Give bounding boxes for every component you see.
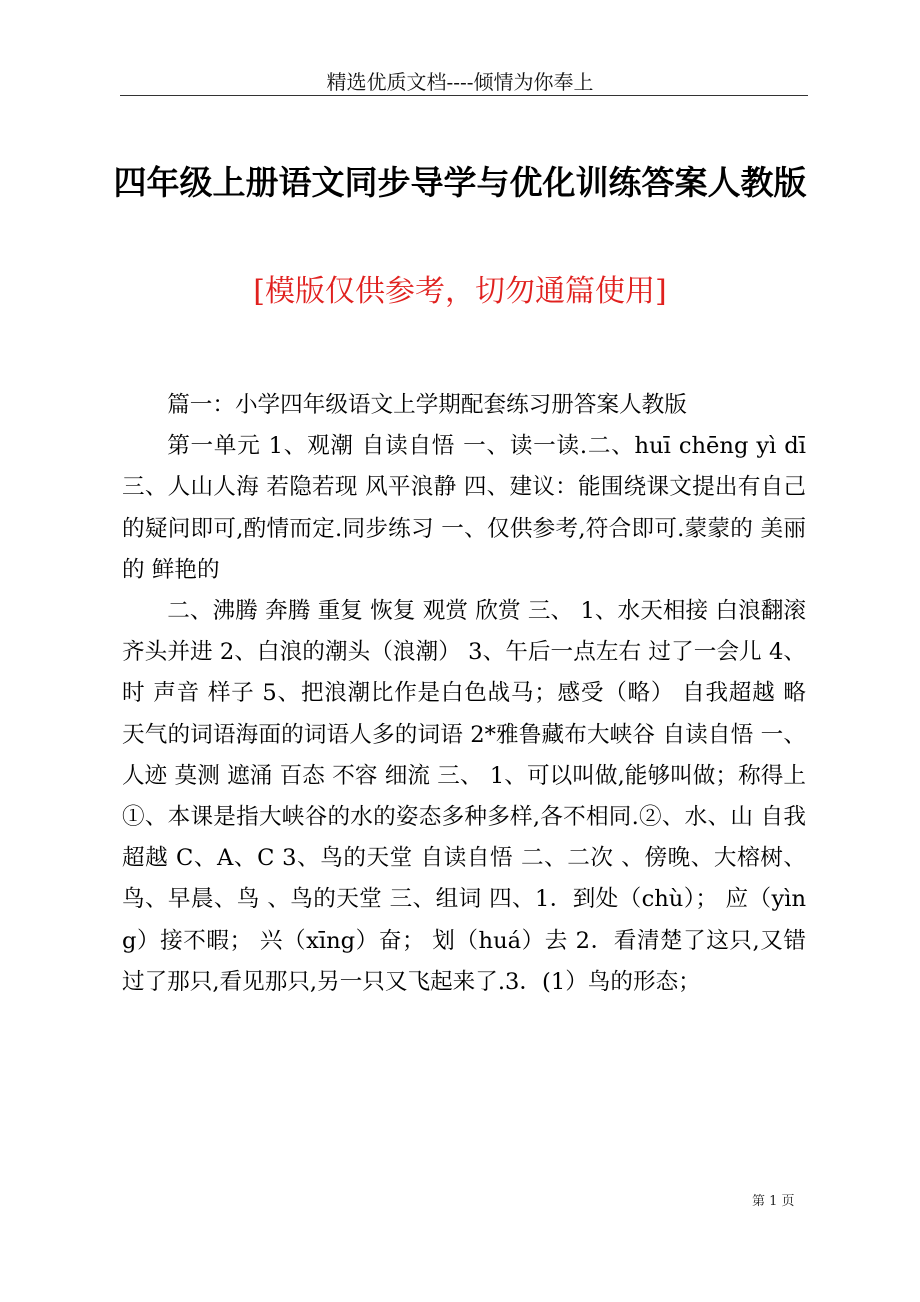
paragraph: 二、沸腾 奔腾 重复 恢复 观赏 欣赏 三、 1、水天相接 白浪翻滚 齐头并进 2、白浪的潮头（浪潮） 3、午后一点左右 过了一会儿 4、时 声音 样子 5、把浪潮比作是白色战马；感受（略） 自我超越 略 天气的词语海面的词语人多的词语 2*雅鲁藏布大峡谷 自读自悟 一、人迹 莫测 遮涌 百态 不容 细流 三、 1、可以叫做,能够叫做；称得上 ①、本课是指大峡谷的水的姿态多种多样,各不相同.②、水、山 自我超越 C、A、C 3、鸟的天堂 自读自悟 二、二次 、傍晚、大榕树、鸟、早晨、鸟 、鸟的天堂 三、组词 四、1．到处（chù）； 应（yìng）接不暇； 兴（xīng）奋； 划（huá）去 2．看清楚了这只,又错过了那只,看见那只,另一只又飞起来了.3．(1）鸟的形态； [122, 598, 806, 995]
document-body [122, 385, 806, 1003]
page-number: 第 1 页 [752, 1194, 795, 1209]
page-header: 精选优质文档----倾情为你奉上 [326, 70, 594, 94]
document-subtitle: [模版仅供参考，切勿通篇使用] [253, 274, 667, 309]
header-divider [120, 95, 808, 96]
paragraph: 篇一：小学四年级语文上学期配套练习册答案人教版 [167, 392, 687, 418]
paragraph: 第一单元 1、观潮 自读自悟 一、读一读.二、huī chēng yì dī 三、人山人海 若隐若现 风平浪静 四、建议：能围绕课文提出有自己的疑问即可,酌情而定.同步练习 一、仅供参考,符合即可.蒙蒙的 美丽的 鲜艳的 [122, 433, 806, 583]
document-title: 四年级上册语文同步导学与优化训练答案人教版 [113, 163, 807, 202]
